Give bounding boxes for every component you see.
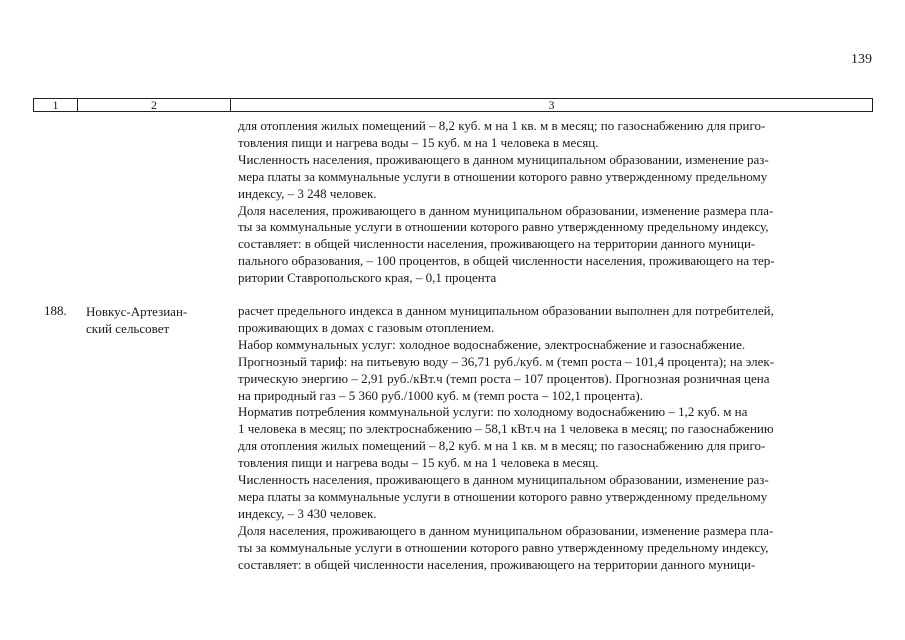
text-line: для отопления жилых помещений – 8,2 куб. м на 1 кв. м в месяц; по газоснабжению для приго- [238, 118, 766, 133]
column-header-1: 1 [34, 99, 78, 111]
population-paragraph [238, 152, 868, 203]
text-line: 1 человека в месяц; по электроснабжению – 58,1 кВт.ч на 1 человека в месяц; по газоснабжению [238, 421, 774, 437]
text-line: трическую энергию – 2,91 руб./кВт.ч (темп роста – 107 процентов). Прогнозная розничная цена [238, 370, 770, 386]
text-line: на природный газ – 5 360 руб./1000 куб. м (темп роста – 102,1 процента). [238, 387, 643, 403]
calculation-basis-paragraph [238, 303, 868, 337]
row-188-description [238, 303, 868, 574]
text-line: пального образования, – 100 процентов, в общей численности населения, проживающего на тер- [238, 253, 775, 269]
row-number: 188. [44, 303, 67, 318]
text-line: индексу, – 3 248 человек. [238, 185, 377, 201]
text-line: расчет предельного индекса в данном муниципальном образовании выполнен для потребителей, [238, 303, 774, 318]
text-line: составляет: в общей численности населения, проживающего на территории данного муници- [238, 556, 756, 572]
tariff-paragraph [238, 354, 868, 405]
text-line: Численность населения, проживающего в данном муниципальном образовании, изменение раз- [238, 151, 769, 167]
text-line: Численность населения, проживающего в данном муниципальном образовании, изменение раз- [238, 472, 769, 488]
population-paragraph [238, 472, 868, 523]
text-line: ты за коммунальные услуги в отношении которого равно утвержденному предельному индексу, [238, 219, 769, 235]
text-line: Доля населения, проживающего в данном муниципальном образовании, изменение размера пла- [238, 202, 774, 218]
consumption-norm-paragraph [238, 118, 868, 152]
text-line: проживающих в домах с газовым отоплением. [238, 319, 495, 335]
text-line: ский сельсовет [86, 321, 170, 336]
population-share-paragraph [238, 203, 868, 288]
text-line: Доля населения, проживающего в данном муниципальном образовании, изменение размера пла- [238, 522, 774, 538]
population-share-paragraph [238, 523, 868, 574]
text-line: Новкус-Артезиан- [86, 304, 188, 319]
table-header-row [33, 98, 873, 112]
services-set-paragraph [238, 337, 868, 354]
page-number: 139 [851, 52, 872, 67]
text-line: Набор коммунальных услуг: холодное водоснабжение, электроснабжение и газоснабжение. [238, 336, 746, 352]
previous-row-continuation [238, 118, 868, 287]
text-line: Норматив потребления коммунальной услуги: по холодному водоснабжению – 1,2 куб. м на [238, 404, 748, 420]
column-header-2: 2 [78, 99, 231, 111]
column-header-3: 3 [548, 98, 555, 112]
text-line: индексу, – 3 430 человек. [238, 505, 377, 521]
consumption-norm-paragraph [238, 404, 868, 472]
text-line: составляет: в общей численности населения, проживающего на территории данного муници- [238, 236, 756, 252]
text-line: ритории Ставропольского края, – 0,1 процента [238, 270, 497, 286]
text-line: товления пищи и нагрева воды – 15 куб. м на 1 человека в месяц. [238, 455, 599, 471]
text-line: товления пищи и нагрева воды – 15 куб. м на 1 человека в месяц. [238, 134, 599, 150]
text-line: Прогнозный тариф: на питьевую воду – 36,71 руб./куб. м (темп роста – 101,4 процента); на элек- [238, 353, 775, 369]
text-line: мера платы за коммунальные услуги в отношении которого равно утвержденному предельному [238, 488, 768, 504]
text-line: для отопления жилых помещений – 8,2 куб. м на 1 кв. м в месяц; по газоснабжению для приго- [238, 438, 766, 454]
text-line: ты за коммунальные услуги в отношении которого равно утвержденному предельному индексу, [238, 539, 769, 555]
municipality-name [86, 303, 226, 337]
text-line: мера платы за коммунальные услуги в отношении которого равно утвержденному предельному [238, 168, 768, 184]
